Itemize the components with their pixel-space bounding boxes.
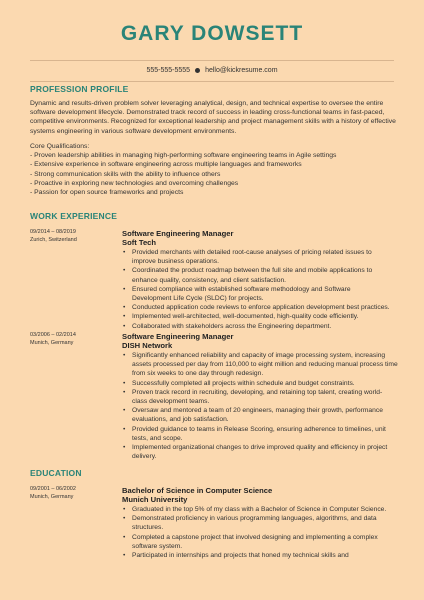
summary-line: competitive environments. Recognized for exceptional leadership and project management skills with a history of effective <box>30 118 396 126</box>
job-location: Munich, Germany <box>30 339 74 346</box>
job-bullets <box>122 351 398 461</box>
job-dates: 09/2014 – 08/2019 <box>30 229 76 235</box>
education-dates: 09/2001 – 06/2002 <box>30 486 76 492</box>
company-name: Soft Tech <box>122 238 157 247</box>
degree-title: Bachelor of Science in Computer Science <box>122 486 273 495</box>
candidate-name: GARY DOWSETT <box>120 22 304 45</box>
bullet-item: • Implemented well-architected, well-documented, high-quality code efficiently. <box>122 312 398 321</box>
bullet-item: • Successfully completed all projects within schedule and budget constraints. <box>122 379 398 388</box>
education-bullets <box>122 505 398 560</box>
bullet-item: • Collaborated with stakeholders across the Engineering department. <box>122 322 398 331</box>
phone-number: 555-555-5555 <box>146 67 191 74</box>
email-address: hello@kickresume.com <box>205 67 278 74</box>
separator-dot-icon <box>195 68 200 73</box>
bullet-item: • Provided guidance to teams in Release Scoring, ensuring adherence to timelines, unit tests, and scope. <box>122 425 398 443</box>
summary-line: systems engineering in various software development environments. <box>30 127 237 135</box>
qualification-item: - Passion for open source frameworks and projects <box>30 189 184 197</box>
bullet-item: • Ensured compliance with established software methodology and Software Development Life Cycle (SLDC) for projects. <box>122 285 398 303</box>
bullet-item: • Completed a capstone project that involved designing and implementing a complex software system. <box>122 533 398 551</box>
bullet-item: • Implemented organizational changes to drive improved quality and efficiency in project delivery. <box>122 443 398 461</box>
job-meta <box>30 332 76 347</box>
bullet-item: • Proven track record in recruiting, developing, and retaining top talent, creating world- class development teams. <box>122 388 398 406</box>
education-heading: EDUCATION <box>30 468 82 478</box>
job-title: Software Engineering Manager <box>122 229 234 238</box>
core-qualifications <box>30 142 396 197</box>
qualification-item: - Proven leadership abilities in managing high-performing software engineering teams in Agile settings <box>30 152 337 160</box>
bullet-item: • Conducted application code reviews to enforce application development best practices. <box>122 303 398 312</box>
bullet-item: • Graduated in the top 5% of my class with a Bachelor of Science in Computer Science. <box>122 505 398 514</box>
summary-line: software development lifecycle. Demonstrated track record of success in leading cross-functional teams in fast-paced, <box>30 109 385 117</box>
education-location: Munich, Germany <box>30 493 74 500</box>
header-rule-bottom <box>30 81 394 82</box>
bullet-item: • Coordinated the product roadmap between the full site and mobile applications to enhance quality, consistency, and client satisfaction. <box>122 266 398 284</box>
experience-heading: WORK EXPERIENCE <box>30 211 118 221</box>
bullet-item: • Oversaw and mentored a team of 20 engineers, managing their growth, performance evaluations, and job satisfaction. <box>122 406 398 424</box>
profile-heading: PROFESSION PROFILE <box>30 84 129 94</box>
summary-line: Dynamic and results-driven problem solver leveraging analytical, design, and technical expertise to oversee the entire <box>30 100 384 107</box>
bullet-item: • Provided merchants with detailed root-cause analyses of pricing related issues to improve business operations. <box>122 248 398 266</box>
job-meta <box>30 229 77 244</box>
qualification-item: - Proactive in exploring new technologies and overcoming challenges <box>30 179 239 187</box>
company-name: DISH Network <box>122 341 173 350</box>
education-meta <box>30 486 76 501</box>
qualification-item: - Extensive experience in software engineering across multiple languages and frameworks <box>30 161 302 169</box>
contact-line <box>0 67 424 74</box>
job-location: Zurich, Switzerland <box>30 236 77 243</box>
header-rule-top <box>30 60 394 61</box>
job-bullets <box>122 248 398 331</box>
bullet-item: • Significantly enhanced reliability and capacity of image processing system, increasing assets processed per day from 110,000 to eight million and reducing manual process time from six weeks to one day through redesign. <box>122 351 398 379</box>
school-name: Munich University <box>122 495 188 504</box>
profile-summary <box>30 99 396 136</box>
bullet-item: • Participated in internships and projects that honed my technical skills and <box>122 551 398 560</box>
job-title: Software Engineering Manager <box>122 332 234 341</box>
qualification-item: - Strong communication skills with the ability to influence others <box>30 170 221 178</box>
job-dates: 03/2006 – 02/2014 <box>30 332 76 338</box>
qualifications-heading: Core Qualifications: <box>30 143 90 150</box>
bullet-item: • Demonstrated proficiency in various programming languages, algorithms, and data structures. <box>122 514 398 532</box>
